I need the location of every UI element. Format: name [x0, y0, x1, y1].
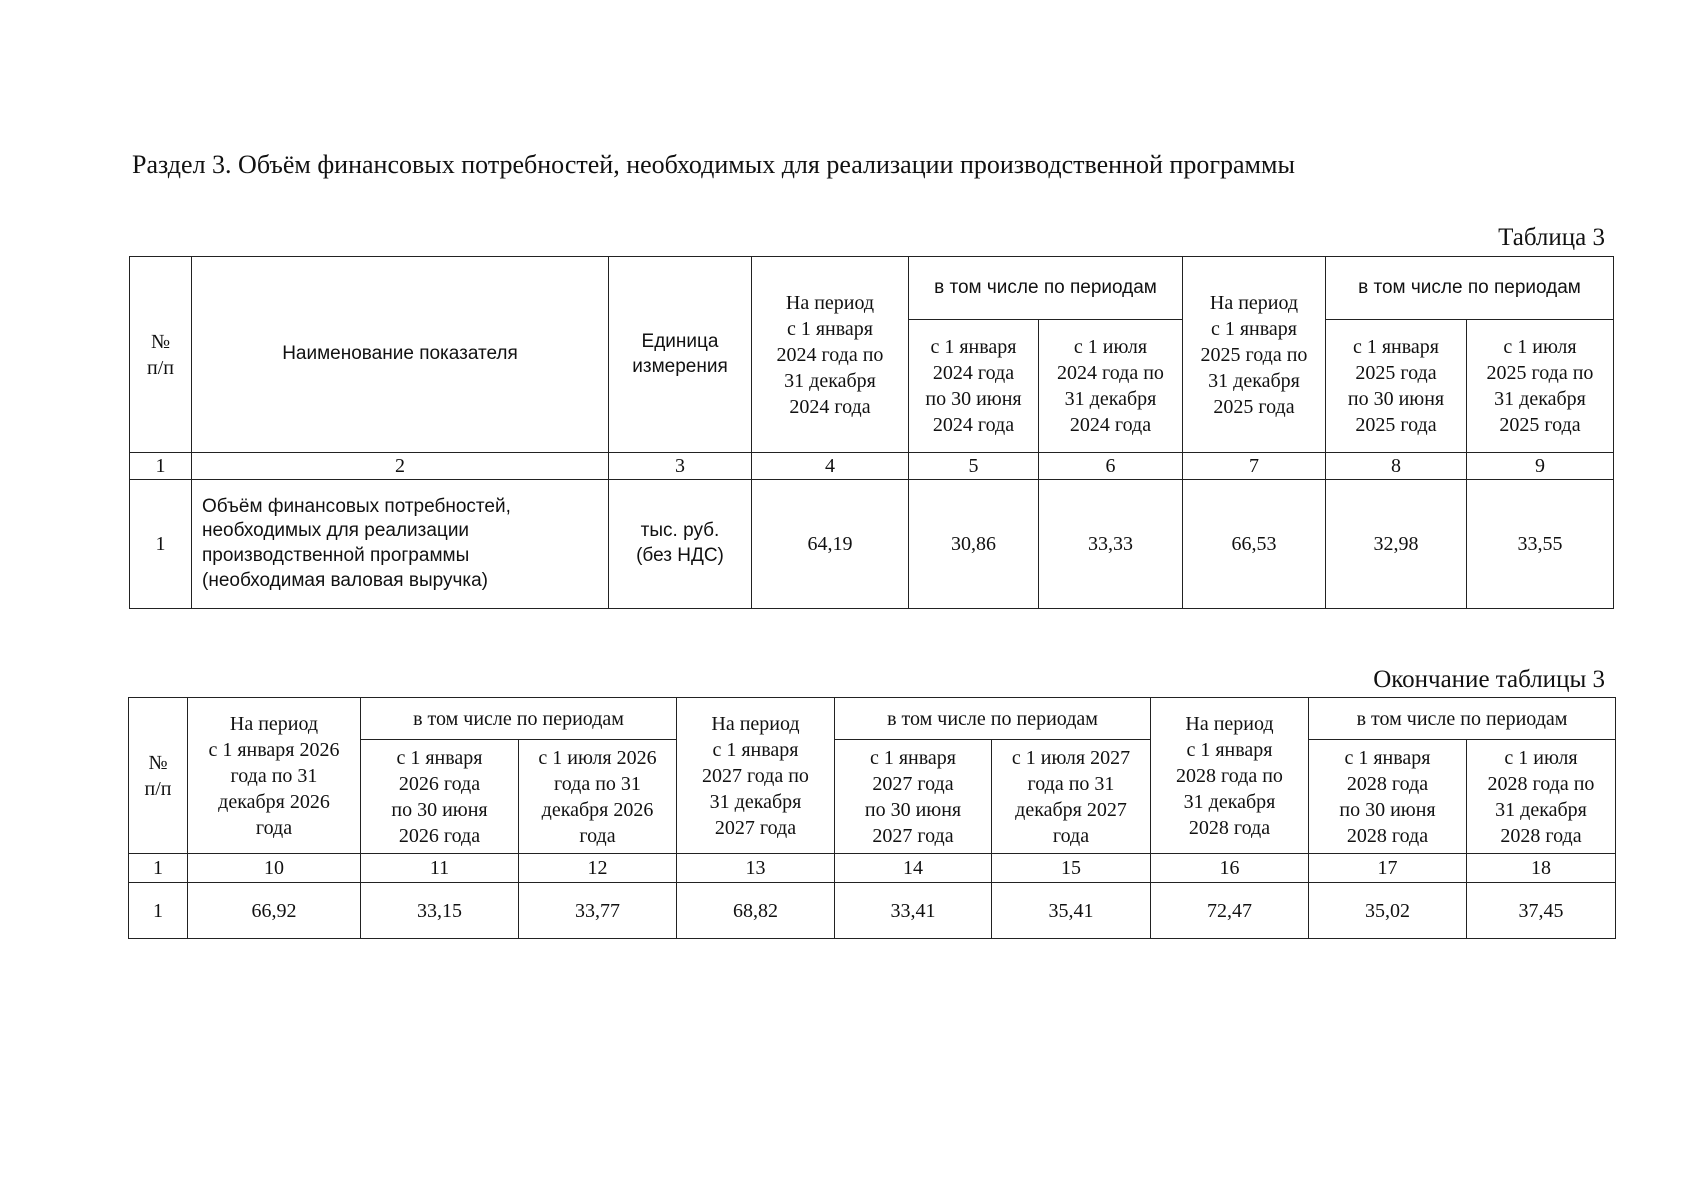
col-number: 7 [1183, 453, 1326, 480]
header-num: № п/п [130, 257, 192, 453]
header-indicator-name: Наименование показателя [192, 257, 609, 453]
header-period-2024: На период с 1 января 2024 года по 31 декабря 2024 года [752, 257, 909, 453]
header-group-2026: в том числе по периодам [361, 698, 677, 740]
value-h1-2024: 30,86 [909, 480, 1039, 609]
header-unit: Единица измерения [609, 257, 752, 453]
row-num: 1 [130, 480, 192, 609]
header-h2-2026: с 1 июля 2026 года по 31 декабря 2026 года [519, 740, 677, 854]
header-period-2027: На период с 1 января 2027 года по 31 декабря 2027 года [677, 698, 835, 854]
value-h2-2028: 37,45 [1467, 883, 1616, 939]
header-h1-2025: с 1 января 2025 года по 30 июня 2025 года [1326, 320, 1467, 453]
header-group-2028: в том числе по периодам [1309, 698, 1616, 740]
table2-column-numbers-row [129, 854, 1616, 883]
header-h1-2026: с 1 января 2026 года по 30 июня 2026 года [361, 740, 519, 854]
value-period-2025: 66,53 [1183, 480, 1326, 609]
value-period-2024: 64,19 [752, 480, 909, 609]
value-h2-2027: 35,41 [992, 883, 1151, 939]
table1-data-row [130, 480, 1614, 609]
value-period-2026: 66,92 [188, 883, 361, 939]
value-h2-2024: 33,33 [1039, 480, 1183, 609]
row-indicator-name: Объём финансовых потребностей, необходимых для реализации производственной программы (необходимая валовая выручка) [192, 480, 609, 609]
header-h2-2025: с 1 июля 2025 года по 31 декабря 2025 года [1467, 320, 1614, 453]
value-h1-2028: 35,02 [1309, 883, 1467, 939]
header-period-2026: На период с 1 января 2026 года по 31 декабря 2026 года [188, 698, 361, 854]
col-number: 9 [1467, 453, 1614, 480]
financial-needs-table-continuation [128, 697, 1616, 939]
col-number: 16 [1151, 854, 1309, 883]
col-number: 14 [835, 854, 992, 883]
header-group-2025: в том числе по периодам [1326, 257, 1614, 320]
col-number: 12 [519, 854, 677, 883]
header-group-2027: в том числе по периодам [835, 698, 1151, 740]
header-h1-2028: с 1 января 2028 года по 30 июня 2028 года [1309, 740, 1467, 854]
col-number: 4 [752, 453, 909, 480]
col-number: 6 [1039, 453, 1183, 480]
col-number: 18 [1467, 854, 1616, 883]
col-number: 1 [129, 854, 188, 883]
col-number: 1 [130, 453, 192, 480]
header-group-2024: в том числе по периодам [909, 257, 1183, 320]
table2-header-row [129, 698, 1616, 740]
table1-caption: Таблица 3 [1498, 224, 1605, 251]
row-unit: тыс. руб. (без НДС) [609, 480, 752, 609]
value-h1-2027: 33,41 [835, 883, 992, 939]
table1-header-row [130, 257, 1614, 320]
col-number: 11 [361, 854, 519, 883]
value-period-2027: 68,82 [677, 883, 835, 939]
col-number: 10 [188, 854, 361, 883]
header-period-2028: На период с 1 января 2028 года по 31 декабря 2028 года [1151, 698, 1309, 854]
value-h2-2026: 33,77 [519, 883, 677, 939]
table2-caption: Окончание таблицы 3 [1373, 666, 1605, 693]
col-number: 3 [609, 453, 752, 480]
header-period-2025: На период с 1 января 2025 года по 31 декабря 2025 года [1183, 257, 1326, 453]
table2-data-row [129, 883, 1616, 939]
value-h1-2025: 32,98 [1326, 480, 1467, 609]
value-h2-2025: 33,55 [1467, 480, 1614, 609]
table1-column-numbers-row [130, 453, 1614, 480]
header-h1-2027: с 1 января 2027 года по 30 июня 2027 года [835, 740, 992, 854]
col-number: 17 [1309, 854, 1467, 883]
col-number: 13 [677, 854, 835, 883]
header-num: № п/п [129, 698, 188, 854]
col-number: 15 [992, 854, 1151, 883]
header-h1-2024: с 1 января 2024 года по 30 июня 2024 года [909, 320, 1039, 453]
header-h2-2027: с 1 июля 2027 года по 31 декабря 2027 года [992, 740, 1151, 854]
header-h2-2024: с 1 июля 2024 года по 31 декабря 2024 года [1039, 320, 1183, 453]
col-number: 8 [1326, 453, 1467, 480]
page-title: Раздел 3. Объём финансовых потребностей, необходимых для реализации производственной программы [132, 150, 1295, 179]
value-h1-2026: 33,15 [361, 883, 519, 939]
financial-needs-table [129, 256, 1614, 609]
col-number: 5 [909, 453, 1039, 480]
value-period-2028: 72,47 [1151, 883, 1309, 939]
header-h2-2028: с 1 июля 2028 года по 31 декабря 2028 года [1467, 740, 1616, 854]
col-number: 2 [192, 453, 609, 480]
row-num: 1 [129, 883, 188, 939]
